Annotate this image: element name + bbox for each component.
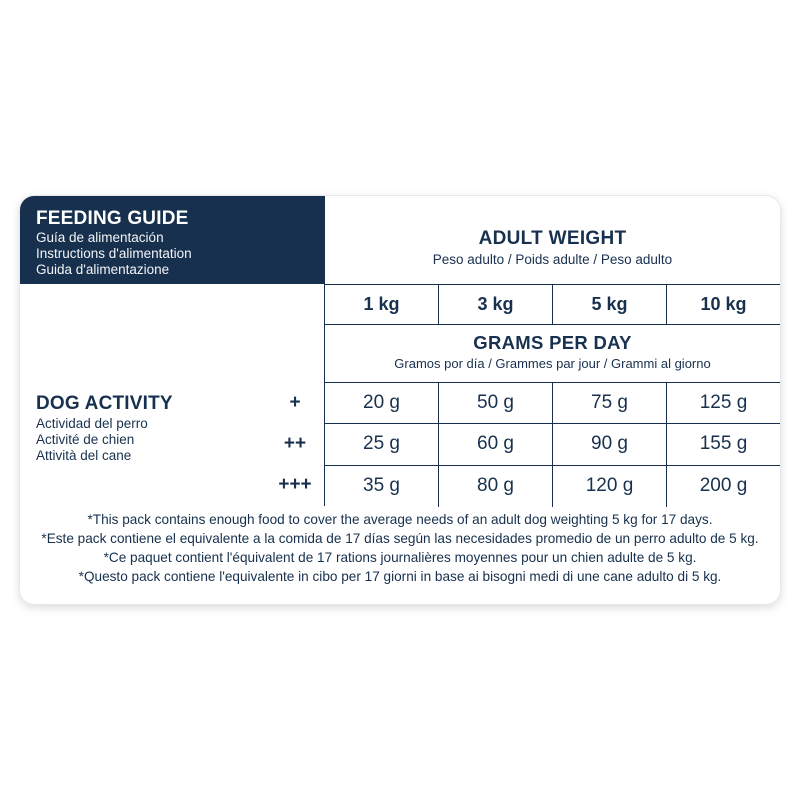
grams-per-day-subtitle: Gramos por día / Grammes par jour / Grammi al giorno [394, 356, 711, 371]
dog-activity-header [36, 382, 266, 506]
amount-r1c1: 20 g [325, 383, 439, 423]
adult-weight-header [324, 196, 780, 284]
amount-r2c1: 25 g [325, 424, 439, 464]
amount-r1c4: 125 g [699, 392, 748, 414]
weight-column-1: 1 kg [325, 285, 439, 324]
feeding-guide-panel [20, 196, 780, 604]
feeding-amounts-table [324, 382, 780, 506]
footnote-it: *Questo pack contiene l'equivalente in cibo per 17 giorni in base ai bisogni medi di une cane adulto di 5 kg. [78, 569, 722, 584]
feeding-guide-title-fr: Instructions d'alimentation [36, 246, 192, 261]
feeding-guide-title: FEEDING GUIDE [36, 208, 189, 229]
weight-column-2: 3 kg [439, 285, 553, 324]
amount-r1c3: 75 g [553, 383, 667, 423]
dog-activity-title-es: Actividad del perro [36, 416, 148, 431]
table-row [325, 383, 780, 424]
amount-r3c4: 200 g [699, 475, 748, 497]
dog-activity-title: DOG ACTIVITY [36, 393, 173, 414]
grams-per-day-title: GRAMS PER DAY [473, 332, 632, 353]
amount-r2c4: 155 g [699, 433, 748, 455]
dog-activity-title-fr: Activité de chien [36, 432, 135, 447]
amount-r2c2: 60 g [439, 424, 553, 464]
footnotes [20, 510, 780, 586]
weight-columns-row [324, 284, 780, 324]
weight-column-3: 5 kg [553, 285, 667, 324]
feeding-guide-table [20, 196, 780, 506]
table-row [325, 466, 780, 507]
amount-r2c3: 90 g [553, 424, 667, 464]
adult-weight-subtitle: Peso adulto / Poids adulte / Peso adulto [432, 252, 673, 267]
feeding-guide-header [20, 196, 324, 284]
footnote-fr: *Ce paquet contient l'équivalent de 17 rations journalières moyennes pour un chien adulte de 5 kg. [103, 550, 697, 565]
dog-activity-title-it: Attività del cane [36, 448, 132, 463]
footnote-en: *This pack contains enough food to cover the average needs of an adult dog weighting 5 kg for 17 days. [87, 512, 713, 527]
amount-r3c3: 120 g [553, 466, 667, 507]
amount-r3c1: 35 g [325, 466, 439, 507]
feeding-guide-title-it: Guida d'alimentazione [36, 262, 170, 277]
activity-level-1: + [289, 391, 301, 413]
table-row [325, 424, 780, 465]
amount-r1c2: 50 g [439, 383, 553, 423]
grams-per-day-header [324, 324, 780, 382]
activity-level-2: ++ [283, 432, 307, 454]
amount-r3c2: 80 g [439, 466, 553, 507]
footnote-es: *Este pack contiene el equivalente a la comida de 17 días según las necesidades promedio de un perro adulto de 5 kg. [41, 531, 759, 546]
activity-level-3: +++ [278, 474, 312, 496]
feeding-guide-title-es: Guía de alimentación [36, 230, 164, 245]
activity-level-column [266, 382, 324, 506]
adult-weight-title: ADULT WEIGHT [478, 228, 627, 249]
weight-column-4: 10 kg [700, 294, 747, 314]
